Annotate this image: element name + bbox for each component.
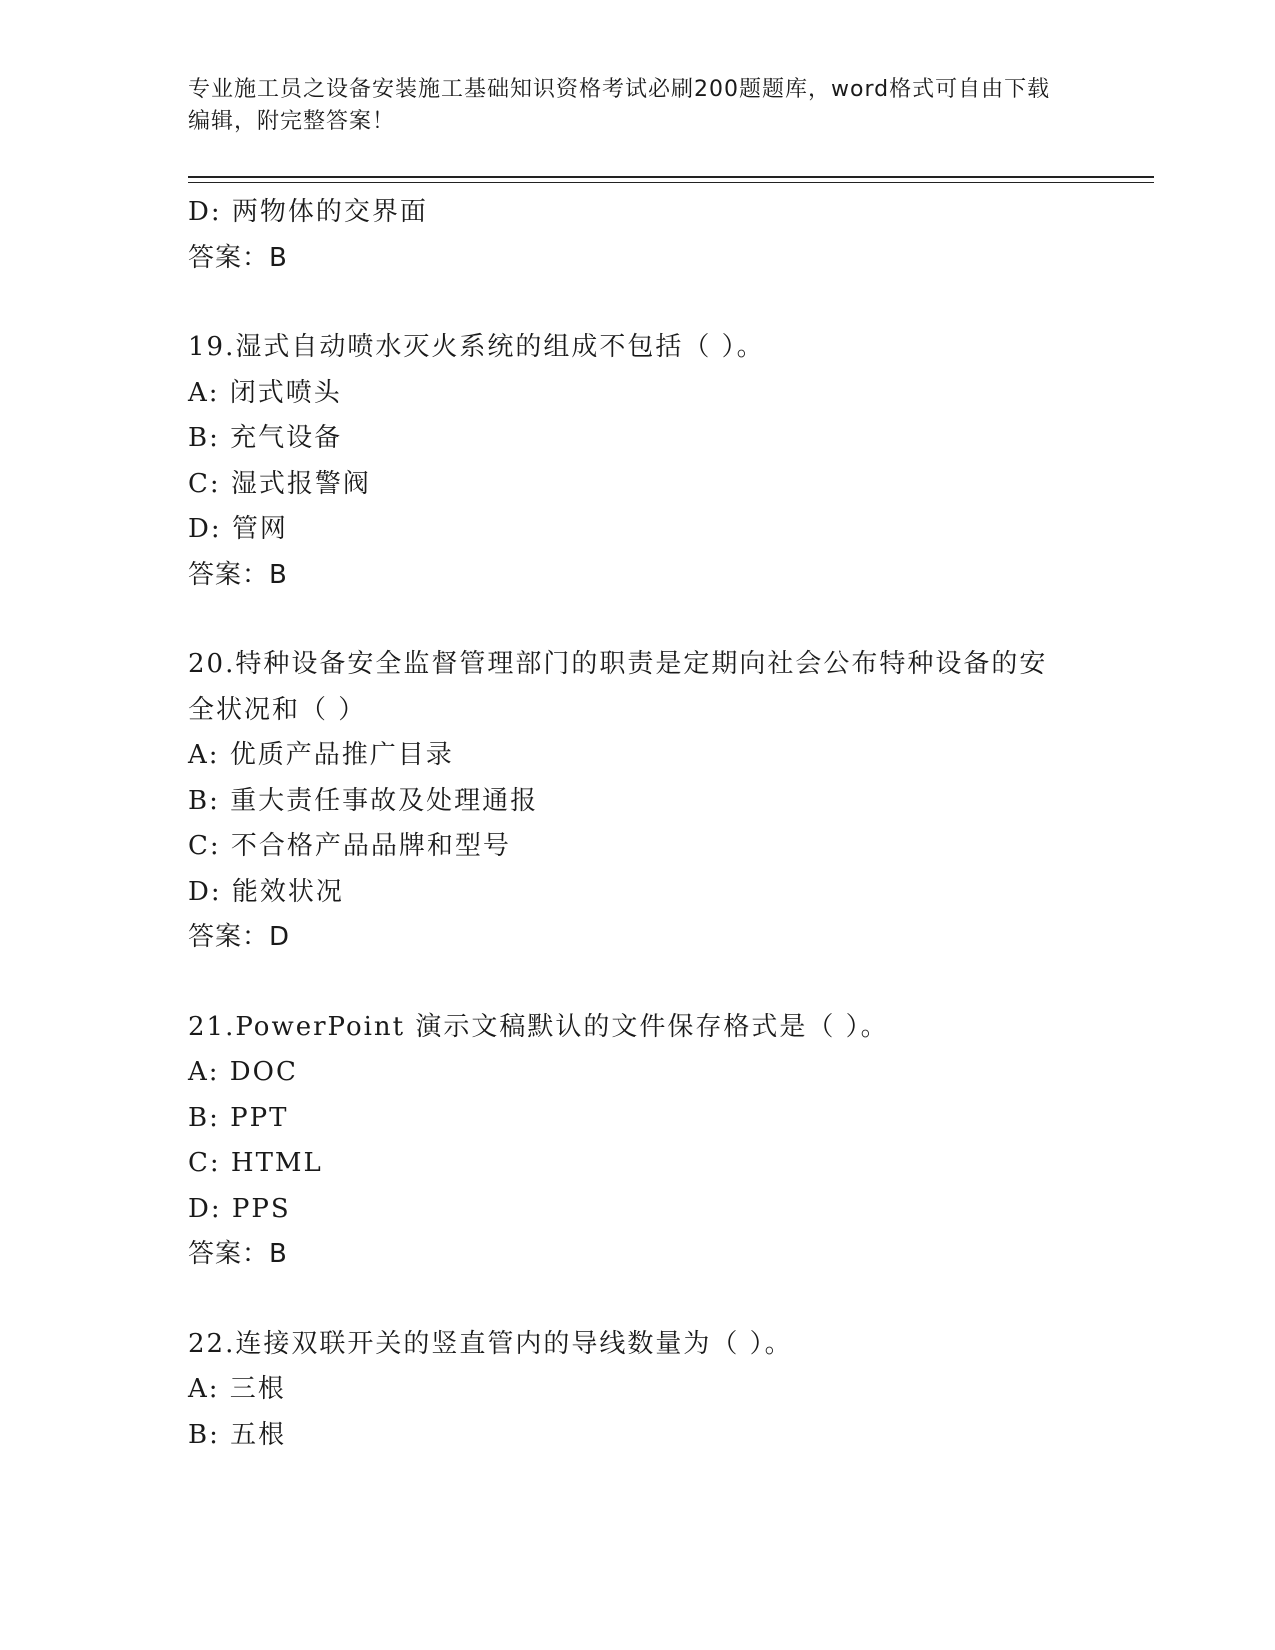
option-d: D: PPS bbox=[188, 1193, 291, 1224]
option-d: D: 管网 bbox=[188, 514, 288, 544]
option-d: D: 能效状况 bbox=[188, 876, 344, 907]
answer-line: 答案：B bbox=[188, 559, 288, 590]
answer-line: 答案：D bbox=[188, 922, 291, 952]
option-d: D: 两物体的交界面 bbox=[188, 197, 428, 227]
page-header bbox=[188, 74, 1068, 138]
question-22 bbox=[188, 1322, 1088, 1459]
question-stem: 20.特种设备安全监督管理部门的职责是定期向社会公布特种设备的安全状况和（ ） bbox=[188, 649, 1048, 725]
question-stem: 21.PowerPoint 演示文稿默认的文件保存格式是（ ）。 bbox=[188, 1011, 889, 1042]
option-a: A: DOC bbox=[188, 1057, 298, 1087]
question-21 bbox=[188, 1005, 1088, 1278]
option-c: C: 不合格产品品牌和型号 bbox=[188, 831, 511, 861]
question-stem: 19.湿式自动喷水灭火系统的组成不包括（ ）。 bbox=[188, 332, 765, 362]
header-divider bbox=[188, 176, 1154, 178]
option-b: B: PPT bbox=[188, 1102, 289, 1133]
header-divider-thin bbox=[188, 182, 1154, 183]
option-c: C: 湿式报警阀 bbox=[188, 468, 371, 499]
option-c: C: HTML bbox=[188, 1148, 323, 1178]
option-a: A: 优质产品推广目录 bbox=[188, 740, 454, 770]
question-20 bbox=[188, 642, 1088, 961]
question-19 bbox=[188, 325, 1088, 598]
option-b: B: 五根 bbox=[188, 1419, 287, 1450]
question-stem: 22.连接双联开关的竖直管内的导线数量为（ ）。 bbox=[188, 1328, 793, 1359]
answer-line: 答案：B bbox=[188, 1239, 288, 1269]
question-list bbox=[188, 190, 1088, 1458]
option-b: B: 重大责任事故及处理通报 bbox=[188, 785, 539, 816]
option-a: A: 三根 bbox=[188, 1374, 286, 1404]
document-title: 专业施工员之设备安装施工基础知识资格考试必刷200题题库，word格式可自由下载编辑，附完整答案！ bbox=[188, 77, 1051, 134]
answer-line: 答案：B bbox=[188, 242, 288, 273]
option-a: A: 闭式喷头 bbox=[188, 377, 342, 408]
option-b: B: 充气设备 bbox=[188, 423, 343, 453]
